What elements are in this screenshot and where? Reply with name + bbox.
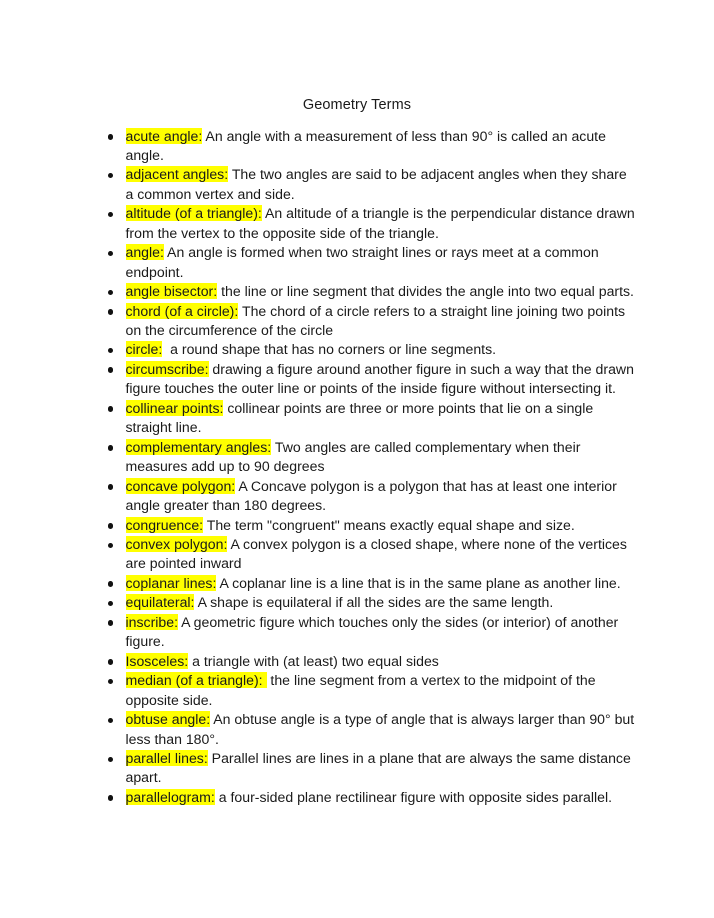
term-highlight: angle: — [125, 244, 164, 261]
term-list-item — [0, 127, 636, 166]
term-highlight: convex polygon: — [125, 536, 228, 553]
bullet-icon — [108, 309, 114, 315]
term-highlight: median (of a triangle): — [125, 672, 267, 689]
term-list-item — [0, 477, 636, 516]
term-highlight: angle bisector: — [125, 283, 218, 300]
bullet-icon — [108, 757, 114, 763]
term-definition: A convex polygon is a closed shape, where none of the vertices are pointed inward — [125, 536, 631, 572]
term-definition: The chord of a circle refers to a straight line joining two points on the circumference of the circle — [125, 302, 629, 339]
term-definition: A coplanar line is a line that is in the same plane as another line. — [216, 574, 621, 591]
term-highlight: circle: — [125, 341, 163, 358]
bullet-icon — [108, 348, 114, 354]
term-definition: An angle is formed when two straight lines or rays meet at a common endpoint. — [125, 244, 603, 280]
term-highlight: acute angle: — [125, 127, 203, 144]
term-highlight: chord (of a circle): — [125, 302, 239, 319]
bullet-icon — [108, 445, 114, 451]
term-definition: A geometric figure which touches only the sides (or interior) of another figure. — [125, 613, 623, 650]
bullet-icon — [108, 406, 114, 412]
term-list-item — [0, 535, 636, 574]
term-definition: drawing a figure around another figure in such a way that the drawn figure touches the outer line or points of the inside figure without intersecting it. — [125, 360, 638, 397]
term-definition: The two angles are said to be adjacent angles when they share a common vertex and side. — [125, 166, 631, 202]
term-definition: collinear points are three or more points that lie on a single straight line. — [125, 399, 598, 436]
term-list-item — [0, 652, 636, 671]
term-list-item — [0, 613, 636, 652]
bullet-icon — [108, 718, 114, 724]
term-list-item — [0, 710, 639, 749]
term-highlight: congruence: — [125, 516, 204, 533]
term-highlight: altitude (of a triangle): — [125, 205, 262, 222]
term-list-item — [0, 671, 636, 710]
term-definition: Parallel lines are lines in a plane that are always the same distance apart. — [125, 750, 635, 786]
bullet-icon — [108, 581, 114, 587]
term-highlight: circumscribe: — [125, 360, 209, 377]
term-definition: the line or line segment that divides the angle into two equal parts. — [217, 283, 634, 300]
term-definition: a four-sided plane rectilinear figure with opposite sides parallel. — [214, 788, 613, 805]
term-definition: The term "congruent" means exactly equal shape and size. — [203, 516, 575, 533]
bullet-icon — [108, 795, 114, 801]
term-highlight: coplanar lines: — [125, 574, 217, 591]
term-list-item — [0, 165, 636, 204]
term-definition: the line segment from a vertex to the midpoint of the opposite side. — [125, 672, 600, 708]
term-highlight: Isosceles: — [125, 652, 189, 669]
bullet-icon — [108, 620, 114, 626]
term-list-item — [0, 788, 636, 807]
term-list-item — [0, 360, 636, 399]
bullet-icon — [108, 367, 114, 373]
term-list-item — [0, 749, 636, 788]
bullet-icon — [108, 251, 114, 257]
term-highlight: concave polygon: — [125, 477, 236, 494]
term-highlight: parallel lines: — [125, 750, 208, 766]
bullet-icon — [108, 543, 114, 549]
terms-list — [0, 127, 639, 808]
bullet-icon — [108, 601, 114, 607]
term-list-item — [0, 399, 636, 438]
term-definition: a round shape that has no corners or line segments. — [162, 341, 497, 358]
term-definition: An angle with a measurement of less than 90° is called an acute angle. — [125, 127, 610, 163]
term-list-item — [0, 204, 639, 243]
term-list-item — [0, 243, 636, 282]
term-highlight: collinear points: — [125, 399, 224, 416]
term-highlight: adjacent angles: — [125, 166, 229, 183]
term-list-item — [0, 593, 636, 612]
bullet-icon — [108, 484, 114, 490]
term-list-item — [0, 302, 636, 341]
term-list-item — [0, 340, 636, 359]
bullet-icon — [108, 290, 114, 296]
term-highlight: parallelogram: — [125, 788, 215, 805]
term-definition: A Concave polygon is a polygon that has at least one interior angle greater than 180 degrees. — [125, 477, 621, 514]
bullet-icon — [108, 134, 114, 140]
term-highlight: complementary angles: — [125, 438, 272, 455]
bullet-icon — [108, 679, 114, 685]
bullet-icon — [108, 212, 114, 218]
term-definition: Two angles are called complementary when their measures add up to 90 degrees — [125, 438, 585, 475]
term-highlight: inscribe: — [125, 613, 178, 630]
term-definition: An altitude of a triangle is the perpendicular distance drawn from the vertex to the opposite side of the triangle. — [125, 205, 639, 241]
term-highlight: obtuse angle: — [125, 711, 211, 728]
term-list-item — [0, 438, 636, 477]
document-title: Geometry Terms — [302, 97, 412, 113]
term-list-item — [0, 282, 636, 301]
term-definition: A shape is equilateral if all the sides are the same length. — [194, 594, 554, 611]
term-list-item — [0, 516, 636, 535]
term-definition: An obtuse angle is a type of angle that is always larger than 90° but less than 180°. — [125, 711, 639, 747]
term-highlight: equilateral: — [125, 594, 195, 611]
bullet-icon — [108, 523, 114, 529]
bullet-icon — [108, 173, 114, 179]
bullet-icon — [108, 659, 114, 665]
term-definition: a triangle with (at least) two equal sides — [188, 652, 439, 669]
term-list-item — [0, 574, 636, 593]
